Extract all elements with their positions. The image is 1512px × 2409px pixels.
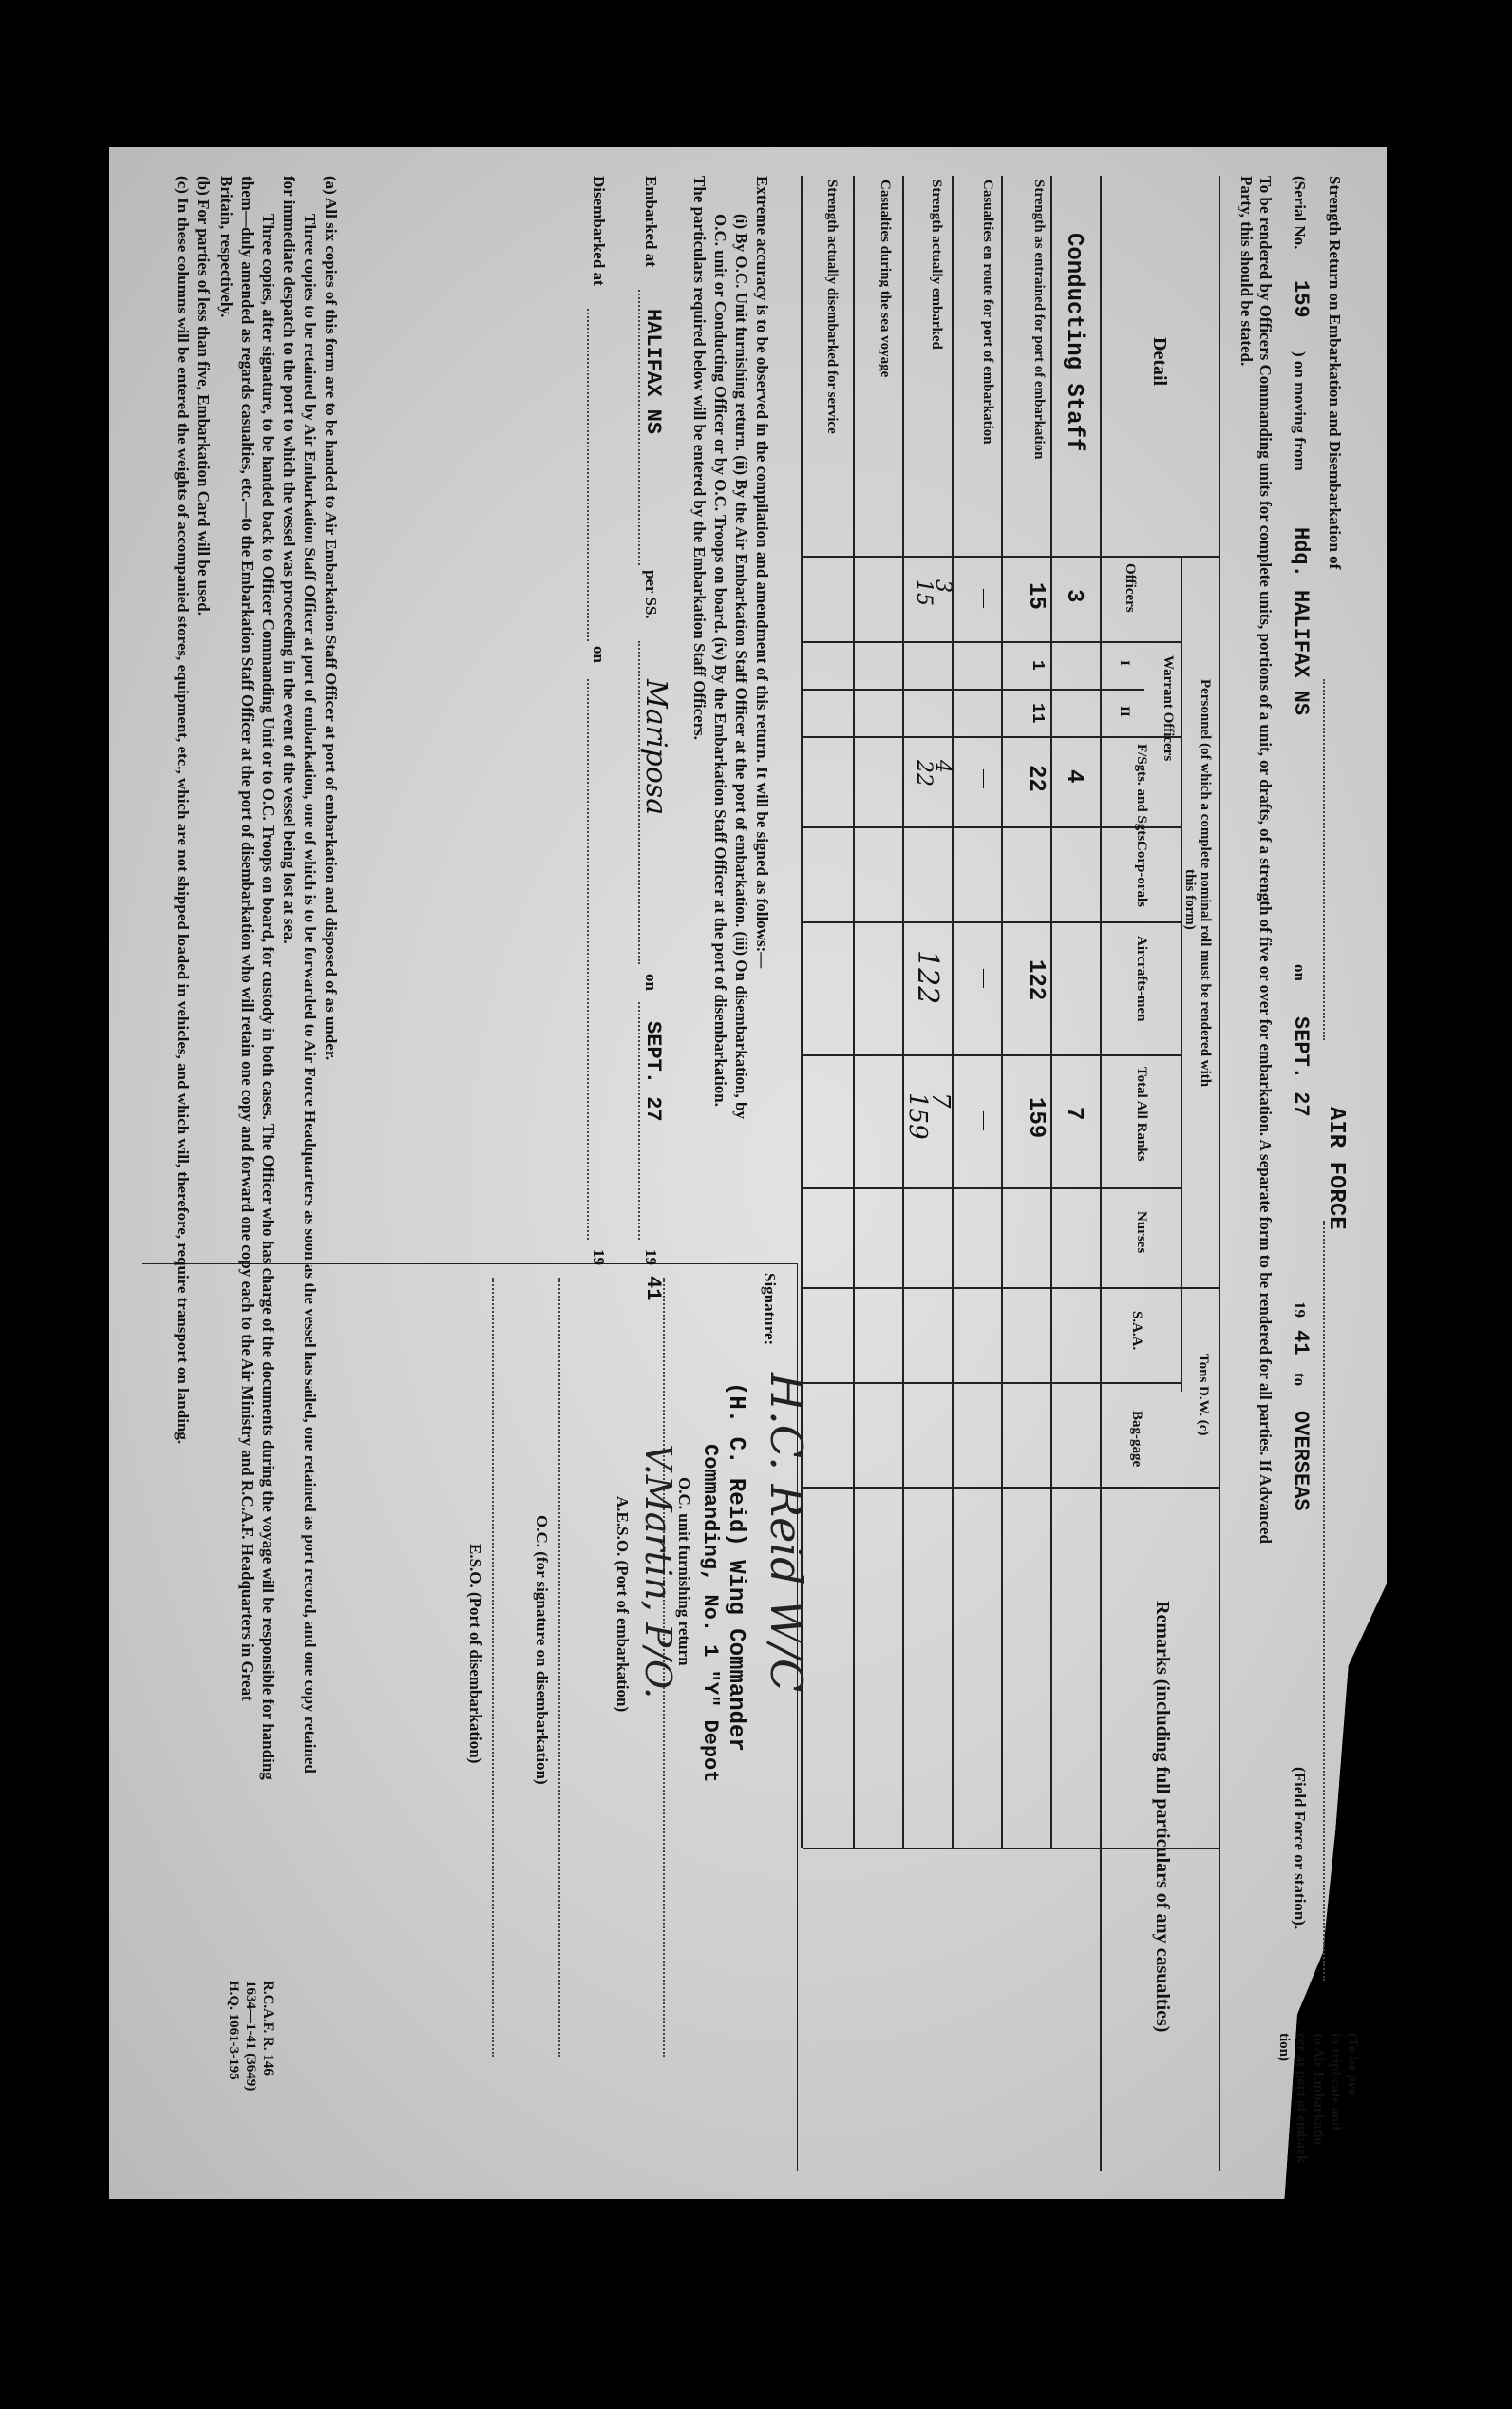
saa-header: S.A.A. [1129,1311,1144,1351]
baggage-header: Bag-gage [1129,1411,1144,1468]
tons-header: Tons D.W. (c) [1196,1354,1211,1436]
accuracy-note-1: Extreme accuracy is to be observed in the compilation and amendment of this return. It will be signed as follows:— [753,176,771,969]
table-row-line [952,176,954,1848]
right-note-2: in triplicate and [1328,2033,1343,2131]
table-subheader-border [1181,556,1182,1392]
right-note-3: to Air Embarkatio [1311,2033,1326,2146]
detail-header: Detail [1149,337,1170,387]
moving-from-value: Hdq. HALIFAX NS [1289,527,1313,716]
cell-fsgts: — [974,769,995,788]
row-label: Casualties during the sea voyage [878,180,893,378]
table-top-border [1219,176,1220,2171]
cell-fsgts: 4 22 [912,760,954,787]
cell-aircraftsmen: 122 [911,950,944,1005]
row-label: Conducting Staff [1061,233,1087,452]
note-a-line-2: Three copies to be retained by Air Embarkation Staff Officer at port of embarkation, one of which is to be forwarded to Air Force Headquarters as soon as the vessel has sailed, one retained as port record, and one copy retained [301,214,319,1774]
serial-label: (Serial No. [1291,176,1309,250]
accuracy-note-4: The particulars required below will be entered by the Embarkation Staff Officers. [690,176,709,741]
cell-officers: 3 15 [912,579,954,606]
table-row-line [1050,176,1052,1848]
col-divider [803,736,1182,738]
row-label: Strength actually embarked [929,180,944,350]
table-row-line [902,176,904,1848]
disembarked-on-label: on [590,646,608,663]
row-label: Strength as entrained for port of embarkation [1031,180,1047,460]
dotted-line [1323,679,1325,1040]
personnel-header-2: this form) [1182,869,1198,930]
cell-officers: — [974,589,995,608]
ship-value: Mariposa [639,679,672,816]
dotted-line [1323,1221,1325,1981]
table-header-bottom [1100,176,1102,2171]
col-divider [803,1054,1182,1056]
embarked-year: 41 [641,1276,665,1301]
embarkation-form [109,147,1387,2199]
embarked-date: SEPT. 27 [641,1021,665,1122]
form-number: R.C.A.F. R. 146 [260,1981,275,2076]
oc-disembark-label: O.C. (for signature on disembarkation) [533,1515,551,1785]
field-force-note: (Field Force or station). [1291,1767,1309,1930]
cell-officers: 15 [1023,582,1049,610]
col-divider [803,826,1182,828]
accuracy-note-3: O.C. unit or Conducting Officer or by O.C. Troops on board. (iv) By the Embarkation Staff Officer at the port of disembarkation. [711,214,729,1107]
row-label: Strength actually disembarked for service [824,180,840,434]
table-row-line [1001,176,1003,1848]
corporals-header: Corp-orals [1134,841,1149,907]
signature-handwritten: H.C. Reid W/C [761,1373,812,1693]
dotted-line [587,679,589,1240]
warrant-officers-header: Warrant Officers [1161,655,1176,762]
note-c: (c) In these columns will be entered the weights of accompanied stores, equipment, etc., which are not shipped loaded in vehicles, and which will, therefore, require transport on landing. [174,176,192,1445]
typed-title: Commanding, No. 1 "Y" Depot [698,1444,722,1783]
print-code-1: 1634—1-41 (3649) [243,1981,258,2092]
cell-fsgts: 4 [1061,769,1087,784]
cell-aircraftsmen: — [974,969,995,988]
dotted-line [587,309,589,641]
col-divider [803,1187,1182,1189]
cell-wo-ii: 11 [1028,703,1047,724]
note-a-line-6: Britain, respectively. [217,176,236,318]
cell-total: 7 [1061,1107,1087,1121]
right-note-5: tion) [1276,2033,1292,2061]
on-label: on [1291,964,1309,981]
remarks-header: Remarks (including full particulars of any casualties) [1152,1601,1173,2033]
year-value: 41 [1289,1330,1313,1356]
signature-label: Signature: [761,1273,779,1346]
col-divider [803,1382,1182,1384]
print-code-2: H.Q. 1061-3-195 [226,1981,241,2080]
disembarked-year-prefix: 19 [590,1249,608,1265]
officers-header: Officers [1123,563,1138,613]
dotted-line [638,1002,640,1240]
personnel-header: Personnel (of which a complete nominal roll must be rendered with [1198,679,1213,1088]
embarked-label: Embarked at [642,176,660,267]
cell-officers: 3 [1061,589,1087,603]
dotted-line [638,641,640,964]
dotted-line [558,1278,560,2057]
cell-total: 159 [1023,1097,1049,1139]
year-prefix: 19 [1291,1301,1309,1318]
wo-ii-header: II [1117,706,1132,717]
destination-value: OVERSEAS [1289,1411,1313,1511]
instruction-line-2: Party, this should be stated. [1238,176,1256,367]
note-b: (b) For parties of less than five, Embarkation Card will be used. [195,176,213,616]
eso-label: E.S.O. (Port of disembarkation) [466,1544,484,1764]
nurses-header: Nurses [1134,1211,1149,1254]
accuracy-note-2: (i) By O.C. Unit furnishing return. (ii) By the Air Embarkation Staff Officer at the port of embarkation. (iii) On disembarkation, by [732,214,750,1119]
oc-unit-label: O.C. unit furnishing return [675,1477,693,1666]
right-note-4: cer at port of embark [1294,2033,1309,2164]
col-divider [803,1287,1220,1289]
cell-total: 7 159 [903,1092,954,1140]
moving-from-label: ) on moving from [1291,351,1309,471]
col-divider [803,689,1144,691]
cell-wo-i: 1 [1028,660,1047,671]
signature-handwritten-2: V.Martin, P/O. [637,1444,679,1699]
fsgts-header: F/Sgts. and Sgts. [1134,744,1149,844]
embarked-value: HALIFAX NS [641,309,665,435]
serial-value: 159 [1289,280,1313,318]
unit-value: AIR FORCE [1323,1107,1349,1230]
dotted-line [638,290,640,565]
row-label: Casualties en route for port of embarkation [980,180,995,445]
right-note-1: (To be pre [1345,2033,1360,2096]
embarked-on-label: on [642,974,660,991]
note-a-line-1: (a) All six copies of this form are to be handed to Air Embarkation Staff Officer at port of embarkation and disposed of as under. [322,176,340,1061]
cell-fsgts: 22 [1023,765,1049,792]
wo-i-header: I [1117,660,1132,666]
instruction-line-1: To be rendered by Officers Commanding units for complete units, portions of a unit, or drafts, of a strength of five or over for embarkation. A separate form to be rendered for all parties. If Advanced [1257,176,1275,1544]
col-divider [803,556,1220,558]
note-a-line-5: them—duly amended as regards casualties, etc.—to the Embarkation Staff Officer at the port of disembarkation who will retain one copy and forward one copy each to the Air Ministry and R.C.A.F. Headquarters in Great [238,176,256,1701]
col-divider [803,921,1182,923]
form-title: Strength Return on Embarkation and Disembarkation of [1326,176,1344,570]
table-row-line [853,176,855,1848]
aeso-label: A.E.S.O. (Port of embarkation) [614,1496,632,1713]
total-ranks-header: Total All Ranks [1134,1067,1149,1162]
aircraftsmen-header: Aircrafts-men [1134,936,1149,1022]
to-label: to [1291,1373,1309,1387]
note-a-line-4: Three copies, after signature, to be handed back to Officer Commanding Unit or to O.C. Troops on board, for custody in both cases. The Officer who has charge of the documents during the voyage will be responsible for handing [259,214,277,1780]
typed-name: (H. C. Reid) Wing Commander [723,1382,748,1752]
cell-aircraftsmen: 122 [1023,959,1049,1001]
embarked-year-prefix: 19 [642,1249,660,1265]
col-divider [803,1487,1220,1489]
col-divider [803,641,1182,643]
note-a-line-3: for immediate despatch to the port to which the vessel was proceeding in the event of the vessel being lost at sea. [280,176,298,944]
disembarked-label: Disembarked at [590,176,608,286]
cell-total: — [974,1111,995,1130]
date-value: SEPT. 27 [1289,1016,1313,1117]
dotted-line [492,1278,494,2057]
per-ss-label: per SS. [642,570,660,619]
